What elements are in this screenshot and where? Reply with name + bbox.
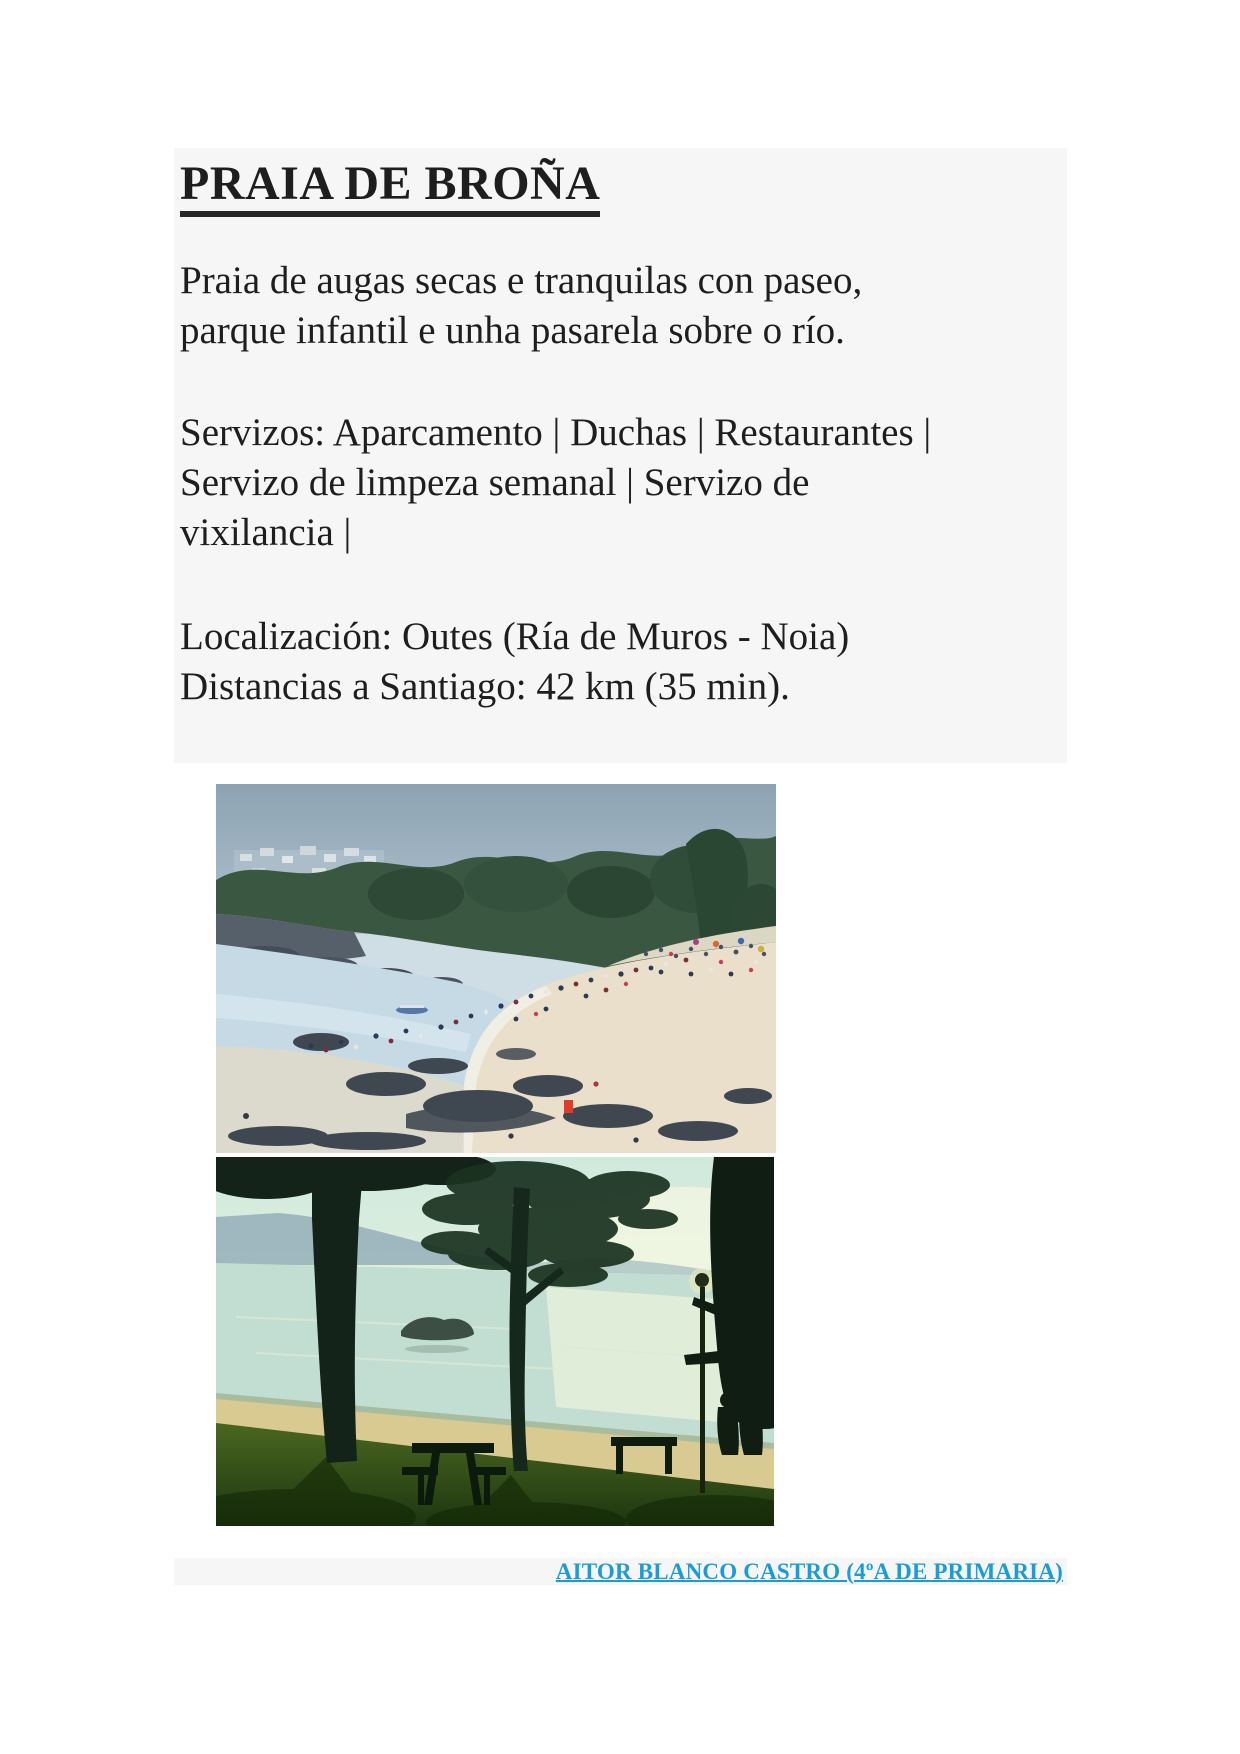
location-paragraph: [180, 612, 1067, 712]
footer-author-link[interactable]: AITOR BLANCO CASTRO (4ºA DE PRIMARIA): [555, 1559, 1063, 1584]
services-line-2: Servizo de limpeza semanal | Servizo de: [180, 461, 810, 504]
intro-line-2: parque infantil e unha pasarela sobre o río.: [180, 309, 845, 352]
red-flag: [564, 1100, 573, 1113]
intro-paragraph: [180, 256, 1067, 356]
small-boat: [396, 1005, 428, 1014]
intro-line-1: Praia de augas secas e tranquilas con paseo,: [180, 259, 863, 302]
location-line-2: Distancias a Santiago: 42 km (35 min).: [180, 665, 790, 708]
services-line-3: vixilancia |: [180, 511, 352, 554]
beach-daytime-illustration: [216, 784, 776, 1153]
beach-info-section: [174, 148, 1067, 763]
location-line-1: Localización: Outes (Ría de Muros - Noia): [180, 615, 850, 658]
page-footer: [174, 1558, 1067, 1585]
beach-park-dusk-photo: [216, 1157, 774, 1526]
page-title-text: PRAIA DE BROÑA: [180, 157, 600, 217]
services-paragraph: [180, 408, 1067, 558]
services-line-1: Servizos: Aparcamento | Duchas | Restaurantes |: [180, 411, 932, 454]
page-title: [180, 158, 1067, 210]
beach-park-dusk-illustration: [216, 1157, 774, 1526]
beach-daytime-photo: [216, 784, 776, 1153]
rocky-island: [401, 1317, 474, 1353]
